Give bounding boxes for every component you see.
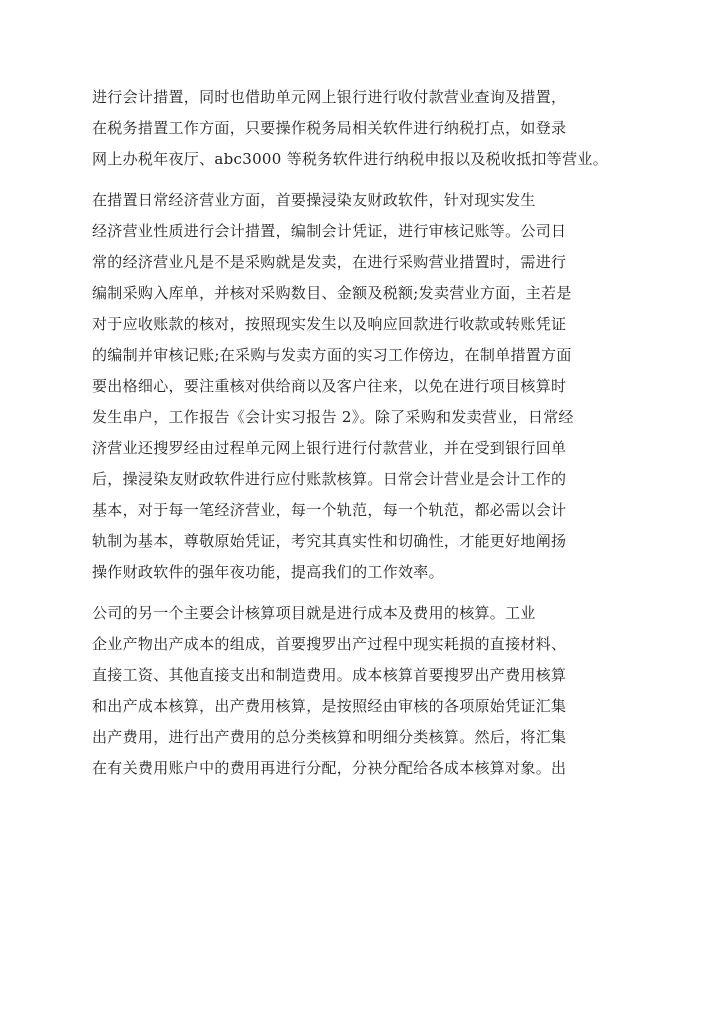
- text-line: 直接工资、其他直接支出和制造费用。成本核算首要搜罗出产费用核算: [92, 666, 567, 684]
- text-line: 在措置日常经济营业方面，首要操浸染友财政软件，针对现实发生: [92, 191, 536, 209]
- paragraph-gap: [92, 588, 640, 598]
- text-line: 轨制为基本，尊敬原始凭证，考究其真实性和切确性，才能更好地阐扬: [92, 532, 567, 550]
- text-line: 发生串户，工作报告《会计实习报告 2》。除了采购和发卖营业，日常经: [92, 408, 574, 426]
- text-line: 后，操浸染友财政软件进行应付账款核算。日常会计营业是会计工作的: [92, 470, 567, 488]
- text-line: 操作财政软件的强年夜功能，提高我们的工作效率。: [92, 563, 444, 581]
- text-line: 和出产成本核算，出产费用核算，是按照经由审核的各项原始凭证汇集: [92, 697, 567, 715]
- text-line: 要出格细心，要注重核对供给商以及客户往来，以免在进行项目核算时: [92, 377, 567, 395]
- text-line: 出产费用，进行出产费用的总分类核算和明细分类核算。然后，将汇集: [92, 728, 567, 746]
- document-body: [92, 82, 640, 784]
- paragraph: [92, 598, 640, 784]
- paragraph: [92, 185, 640, 588]
- paragraph-gap: [92, 175, 640, 185]
- text-line: 基本，对于每一笔经济营业，每一个轨范，每一个轨范，都必需以会计: [92, 501, 567, 519]
- text-line: 网上办税年夜厅、abc3000 等税务软件进行纳税申报以及税收抵扣等营业。: [92, 150, 608, 168]
- text-line: 企业产物出产成本的组成，首要搜罗出产过程中现实耗损的直接材料、: [92, 635, 567, 653]
- text-line: 编制采购入库单，并核对采购数目、金额及税额;发卖营业方面，主若是: [92, 284, 572, 302]
- text-line: 对于应收账款的核对，按照现实发生以及响应回款进行收款或转账凭证: [92, 315, 567, 333]
- paragraph: [92, 82, 640, 175]
- text-line: 济营业还搜罗经由过程单元网上银行进行付款营业，并在受到银行回单: [92, 439, 567, 457]
- text-line: 常的经济营业凡是不是采购就是发卖，在进行采购营业措置时，需进行: [92, 253, 567, 271]
- text-line: 在税务措置工作方面，只要操作税务局相关软件进行纳税打点，如登录: [92, 119, 567, 137]
- text-line: 公司的另一个主要会计核算项目就是进行成本及费用的核算。工业: [92, 604, 536, 622]
- text-line: 经济营业性质进行会计措置，编制会计凭证，进行审核记账等。公司日: [92, 222, 567, 240]
- text-line: 的编制并审核记账;在采购与发卖方面的实习工作傍边，在制单措置方面: [92, 346, 572, 364]
- text-line: 进行会计措置，同时也借助单元网上银行进行收付款营业查询及措置，: [92, 88, 567, 106]
- text-line: 在有关费用账户中的费用再进行分配，分袂分配给各成本核算对象。出: [92, 759, 567, 777]
